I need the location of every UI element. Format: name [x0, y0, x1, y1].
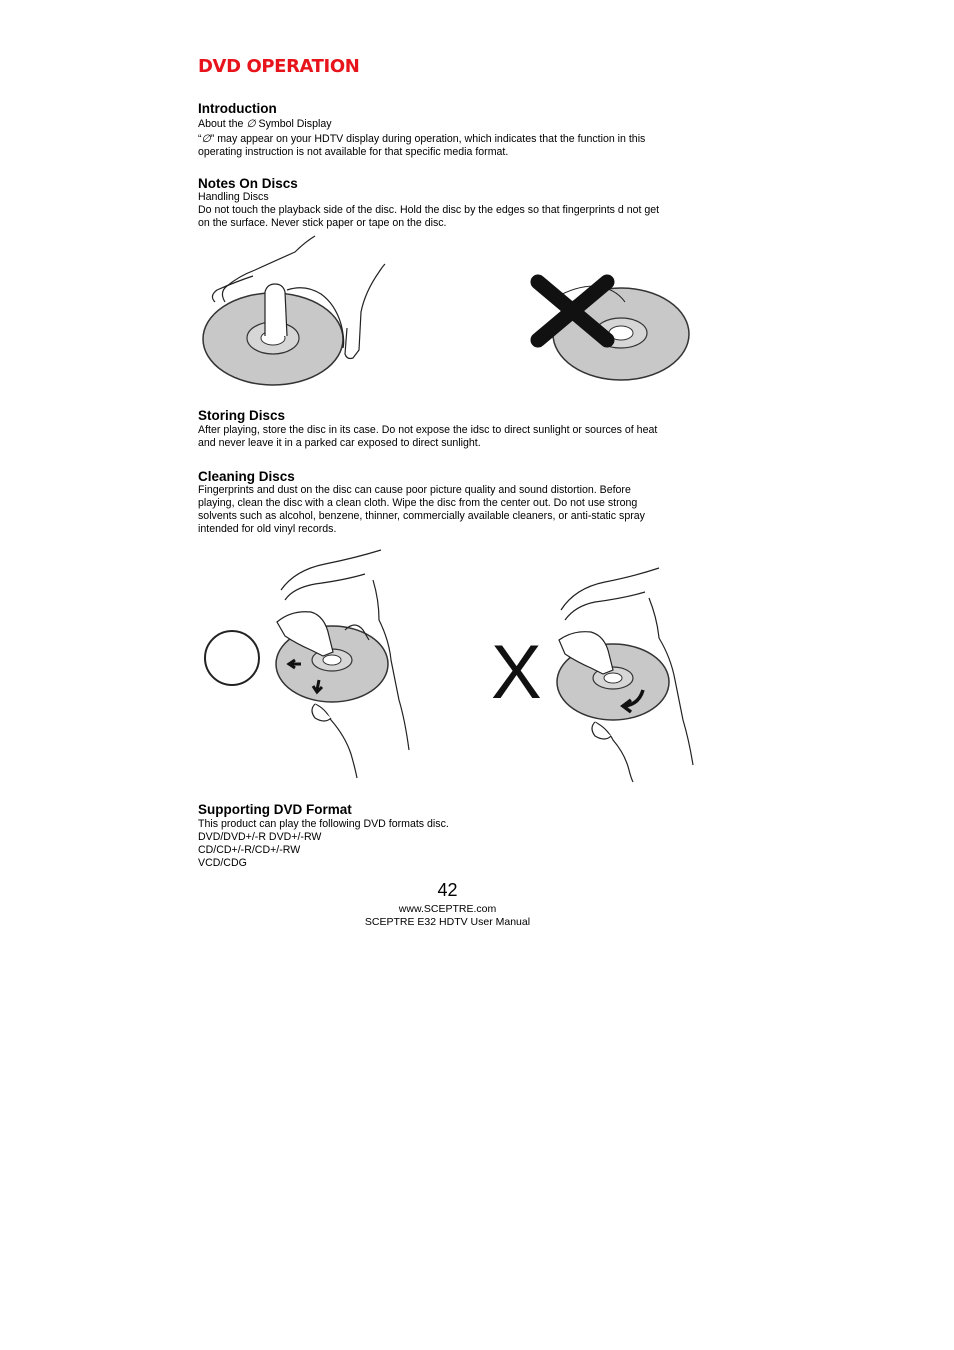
incorrect-cleaning-figure — [491, 568, 693, 782]
about-prefix: About the — [198, 118, 244, 130]
cleaning-line-1: Fingerprints and dust on the disc can cause poor picture quality and sound distortion. Before — [198, 484, 631, 496]
incorrect-handling-figure — [538, 282, 689, 380]
notes-line-1: Do not touch the playback side of the disc. Hold the disc by the edges so that fingerprints d not get — [198, 204, 660, 216]
notes-line-2: on the surface. Never stick paper or tape on the disc. — [198, 217, 447, 229]
about-suffix: Symbol Display — [258, 118, 332, 130]
correct-handling-figure — [203, 236, 385, 385]
cleaning-discs-text — [198, 484, 698, 536]
correct-cleaning-figure — [205, 550, 409, 778]
format-line-4: VCD/CDG — [198, 857, 247, 869]
intro-para-line-1: ” may appear on your HDTV display during operation, which indicates that the function in this — [210, 133, 646, 145]
handling-discs-illustration — [195, 232, 705, 392]
introduction-heading: Introduction — [198, 101, 277, 116]
open-quote: “ — [198, 133, 202, 145]
supporting-format-text — [198, 818, 698, 870]
intro-para-line-2: operating instruction is not available for that specific media format. — [198, 146, 509, 158]
cleaning-discs-heading: Cleaning Discs — [198, 469, 295, 484]
prohibited-symbol-icon: ∅ — [246, 118, 256, 130]
storing-line-2: and never leave it in a parked car exposed to direct sunlight. — [198, 437, 481, 449]
large-x-mark-icon: X — [491, 630, 542, 715]
storing-discs-heading: Storing Discs — [198, 408, 286, 423]
storing-discs-text — [198, 424, 698, 450]
cleaning-line-4: intended for old vinyl records. — [198, 523, 337, 535]
format-line-2: DVD/DVD+/-R DVD+/-RW — [198, 831, 322, 843]
notes-on-discs-heading: Notes On Discs — [198, 176, 298, 191]
format-line-1: This product can play the following DVD formats disc. — [198, 818, 449, 830]
cleaning-line-3: solvents such as alcohol, benzene, thinner, commercially available cleaners, or anti-static spray — [198, 510, 645, 522]
notes-on-discs-text — [198, 191, 698, 230]
prohibited-symbol-inline-icon: ∅ — [201, 133, 211, 145]
handling-discs-subheading: Handling Discs — [198, 191, 269, 203]
footer-manual-title: SCEPTRE E32 HDTV User Manual — [364, 916, 531, 928]
storing-line-1: After playing, store the disc in its case. Do not expose the idsc to direct sunlight or sources of heat — [198, 424, 658, 436]
format-line-3: CD/CD+/-R/CD+/-RW — [198, 844, 301, 856]
page-title: DVD OPERATION — [198, 56, 360, 77]
footer-url: www.SCEPTRE.com — [398, 903, 497, 915]
cleaning-line-2: playing, clean the disc with a clean cloth. Wipe the disc from the center out. Do not use strong — [198, 497, 638, 509]
introduction-text — [198, 118, 698, 159]
page-number: 42 — [437, 880, 458, 900]
cleaning-discs-illustration — [195, 540, 700, 785]
correct-o-mark-icon — [205, 631, 259, 685]
supporting-format-heading: Supporting DVD Format — [198, 802, 352, 817]
